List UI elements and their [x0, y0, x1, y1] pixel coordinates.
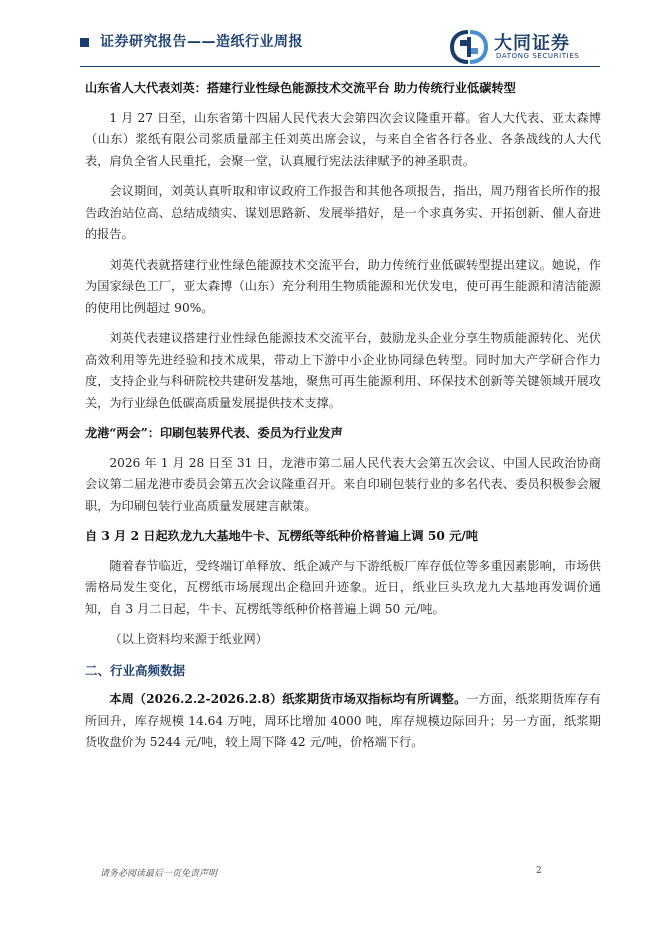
- report-title: 证券研究报告——造纸行业周报: [100, 34, 303, 50]
- section2-lead-bold: 本周（2026.2.2-2026.2.8）纸浆期货市场双指标均有所调整。: [109, 692, 467, 706]
- report-body: [85, 78, 601, 763]
- article3-paragraph: 随着春节临近，受终端订单释放、纸企减产与下游纸板厂库存低位等多重因素影响，市场供需格局发生变化，瓦楞纸市场展现出企稳回升迹象。近日，纸业巨头玖龙九大基地再发调价通知，自 3 月二日起，牛卡、瓦楞纸等纸种价格普遍上调 50 元/吨。: [85, 558, 601, 616]
- logo-english-name: DATONG SECURITIES: [496, 52, 580, 60]
- datong-logo-icon: [450, 30, 488, 64]
- article2-paragraph: 2026 年 1 月 28 日至 31 日，龙港市第二届人民代表大会第五次会议、中国人民政治协商会议第二届龙港市委员会第五次会议隆重召开。来自印刷包装行业的多名代表、委员积极参会履职，为印刷包装行业高质量发展建言献策。: [85, 455, 601, 513]
- article1-paragraph: 1 月 27 日至，山东省第十四届人民代表大会第四次会议隆重开幕。省人大代表、亚太森博（山东）浆纸有限公司浆质量部主任刘英出席会议，与来自全省各行各业、各条战线的人大代表，肩负全省人民重托，会聚一堂，认真履行宪法法律赋予的神圣职责。: [85, 110, 601, 168]
- article1-paragraph: 刘英代表就搭建行业性绿色能源技术交流平台，助力传统行业低碳转型提出建议。她说，作为国家绿色工厂，亚太森博（山东）充分利用生物质能源和光伏发电，使可再生能源和清洁能源的使用比例超过 90%。: [85, 257, 601, 315]
- disclaimer-footer: 请务必阅读最后一页免责声明: [100, 869, 218, 879]
- article1-heading: 山东省人大代表刘英：搭建行业性绿色能源技术交流平台 助力传统行业低碳转型: [85, 81, 516, 95]
- article3-heading: 自 3 月 2 日起玖龙九大基地牛卡、瓦楞纸等纸种价格普遍上调 50 元/吨: [85, 529, 478, 543]
- header-square-marker: [80, 38, 89, 47]
- page-number: 2: [536, 866, 542, 876]
- page-header: [80, 28, 600, 66]
- source-note: （以上资料均来源于纸业网）: [109, 632, 268, 646]
- article1-paragraph: 会议期间，刘英认真听取和审议政府工作报告和其他各项报告，指出，周乃翔省长所作的报告政治站位高、总结成绩实、谋划思路新、发展举措好，是一个求真务实、开拓创新、催人奋进的报告。: [85, 184, 601, 241]
- section-title: 二、行业高频数据: [85, 662, 186, 678]
- article2-heading: 龙港“两会”：印刷包装界代表、委员为行业发声: [85, 426, 343, 440]
- article1-paragraph: 刘英代表建议搭建行业性绿色能源技术交流平台，鼓励龙头企业分享生物质能源转化、光伏高效利用等先进经验和技术成果，带动上下游中小企业协同绿色转型。同时加大产学研合作力度，支持企业与科研院校共建研发基地，聚焦可再生能源利用、环保技术创新等关键领域开展攻关，为行业绿色低碳高质量发展提供技术支撑。: [85, 331, 601, 410]
- company-logo: [450, 28, 600, 66]
- section2-summary: [85, 689, 601, 754]
- section2-lead-text: 一方面，纸浆期货库存有所回升，库存规模 14.64 万吨，周环比增加 4000 吨，库存规模边际回升；另一方面，纸浆期货收盘价为 5244 元/吨，较上周下降 42 元/吨，价格端下行。: [85, 692, 601, 749]
- logo-chinese-name: 大同证券: [494, 33, 570, 54]
- header-divider: [80, 66, 600, 67]
